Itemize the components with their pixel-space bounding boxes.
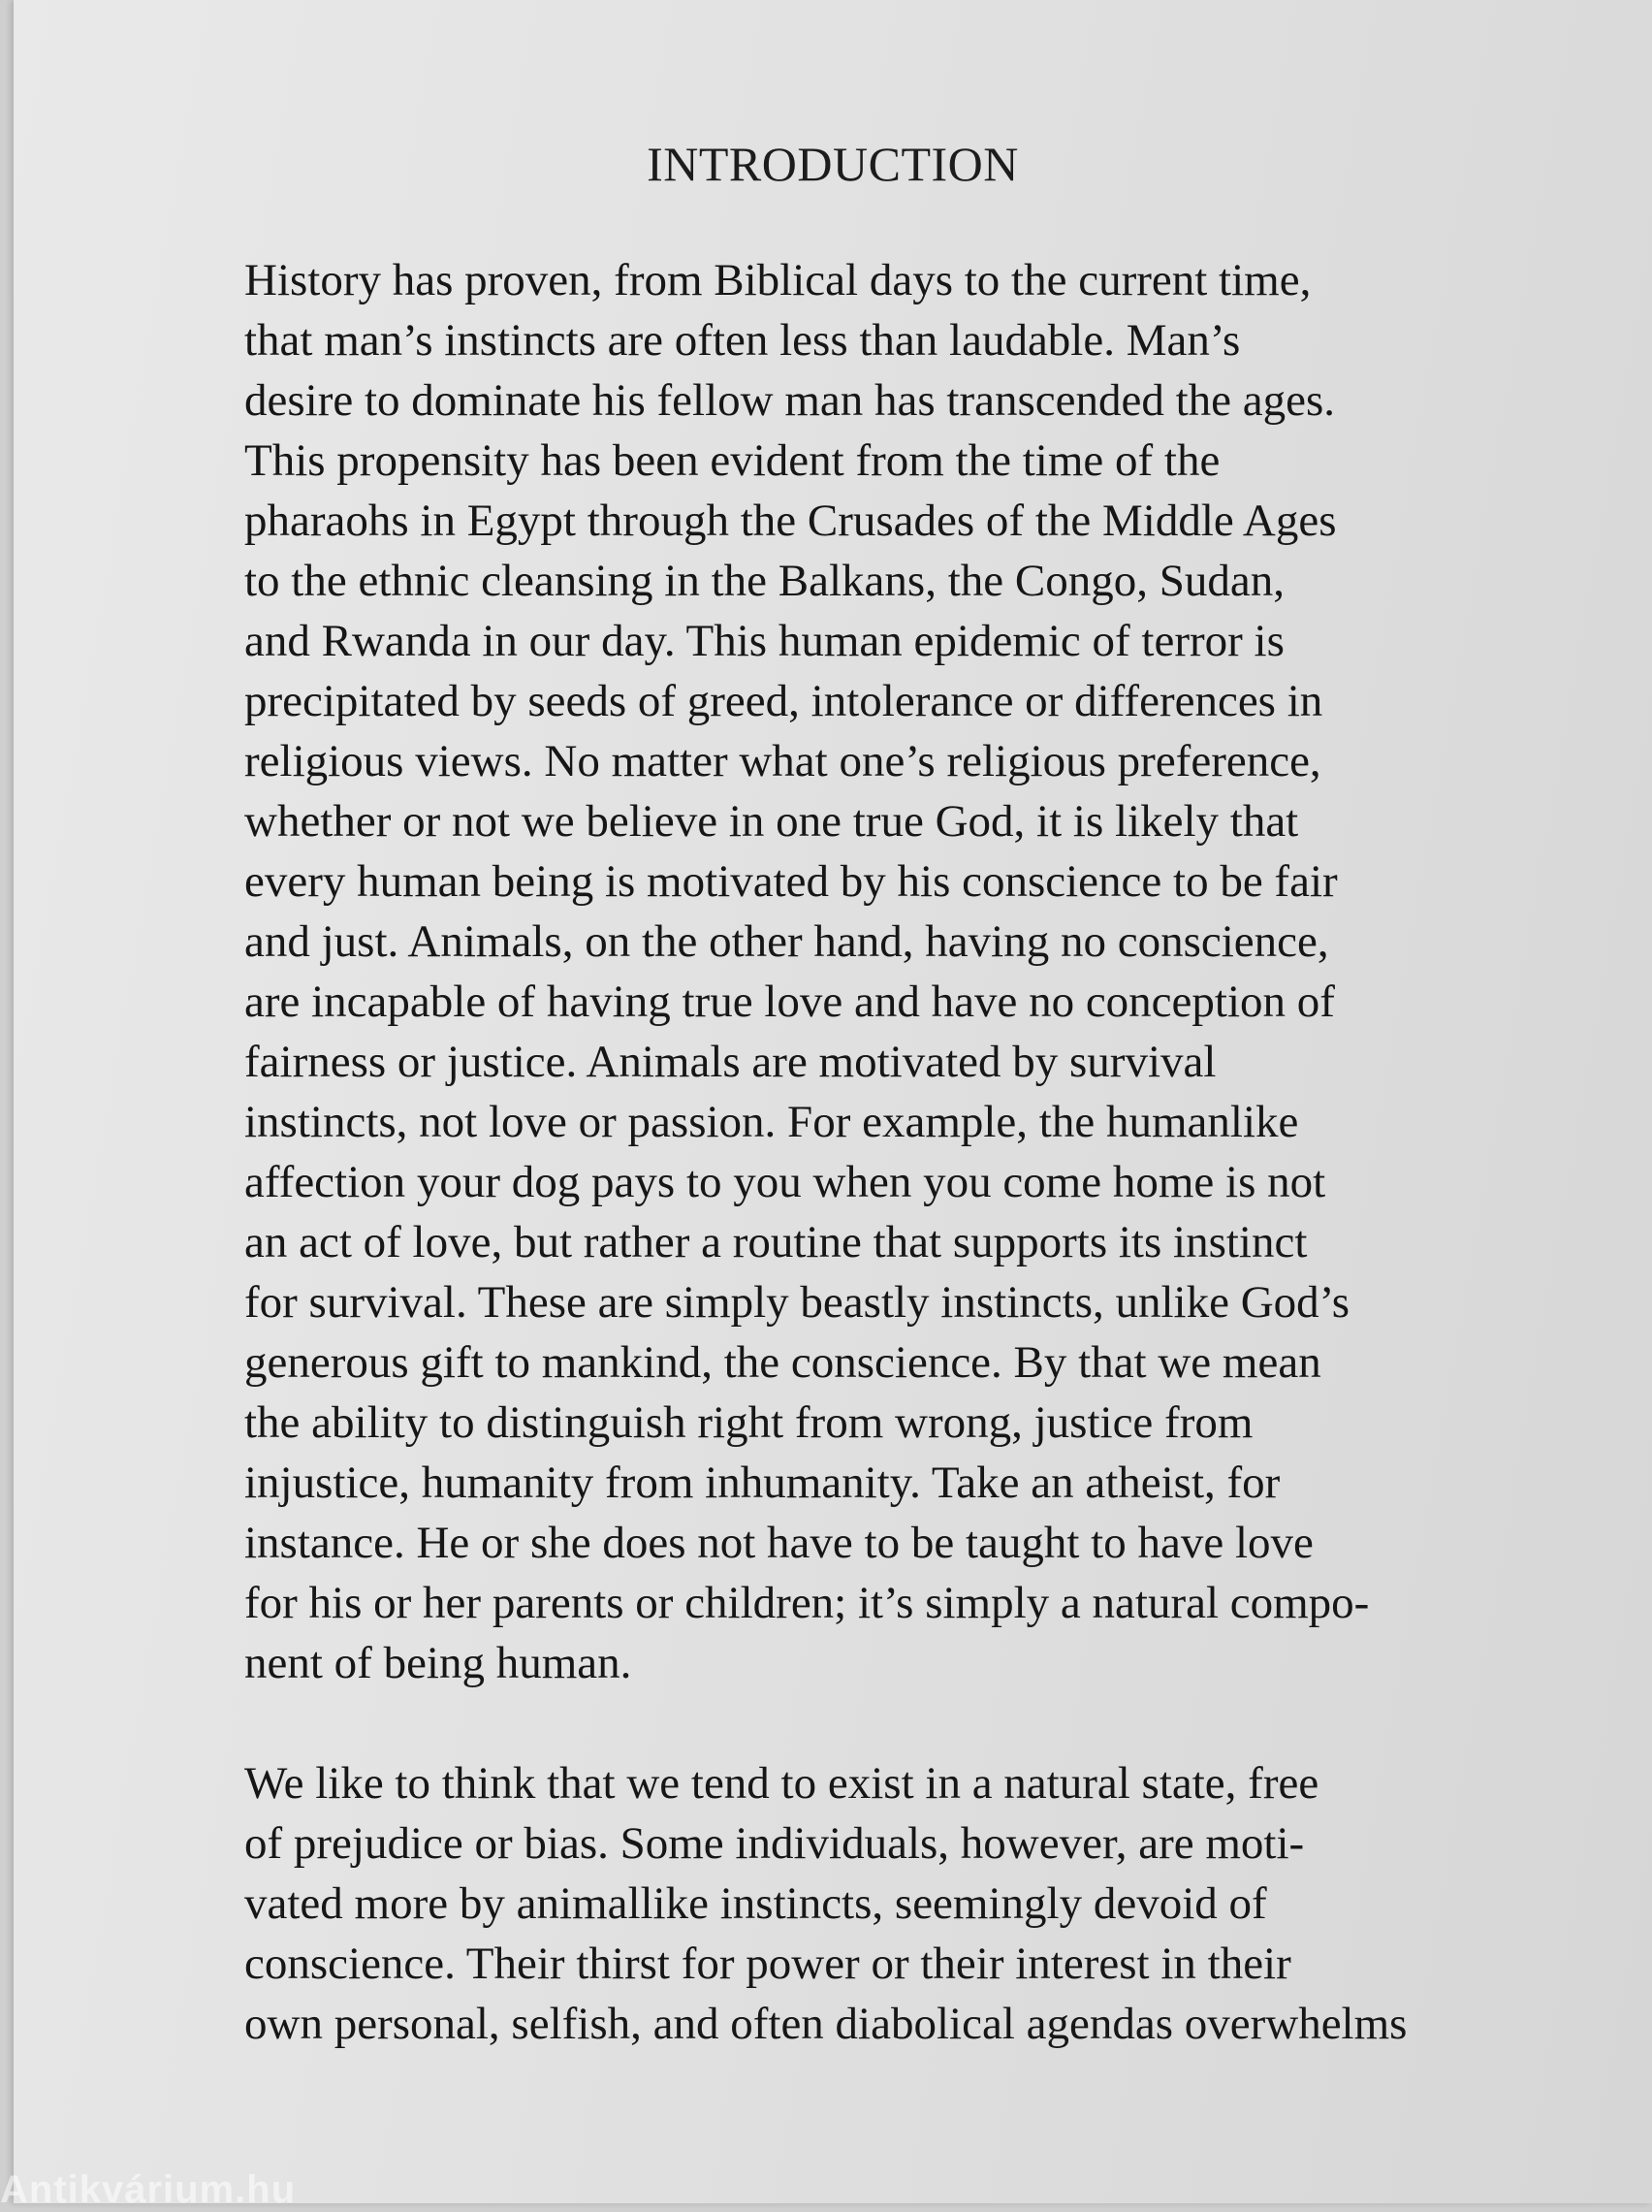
text-line: for survival. These are simply beastly instincts, unlike God’s [244, 1277, 1350, 1328]
text-line: whether or not we believe in one true God, it is likely that [244, 796, 1299, 847]
book-page [14, 0, 1652, 2203]
paragraph [244, 250, 1543, 1693]
watermark: Antikvárium.hu [0, 2168, 297, 2211]
text-line: are incapable of having true love and have no conception of [244, 977, 1335, 1027]
text-line: and Rwanda in our day. This human epidemic of terror is [244, 616, 1285, 666]
text-line: precipitated by seeds of greed, intolerance or differences in [244, 676, 1323, 726]
text-line: of prejudice or bias. Some individuals, however, are moti- [244, 1818, 1305, 1869]
paragraph-gap [244, 1693, 1543, 1753]
text-line: fairness or justice. Animals are motivated by survival [244, 1037, 1217, 1087]
text-line: vated more by animallike instincts, seemingly devoid of [244, 1878, 1267, 1929]
text-line: an act of love, but rather a routine that supports its instinct [244, 1217, 1308, 1267]
text-line: nent of being human. [244, 1638, 632, 1688]
paragraph [244, 1753, 1543, 2054]
text-line: the ability to distinguish right from wrong, justice from [244, 1397, 1254, 1448]
text-line: We like to think that we tend to exist in a natural state, free [244, 1758, 1319, 1809]
text-line: History has proven, from Biblical days to the current time, [244, 255, 1312, 305]
text-line: every human being is motivated by his conscience to be fair [244, 856, 1338, 907]
text-line: instincts, not love or passion. For example, the humanlike [244, 1097, 1299, 1147]
text-line: conscience. Their thirst for power or their interest in their [244, 1939, 1291, 1989]
body-text [244, 250, 1543, 2054]
text-line: generous gift to mankind, the conscience. By that we mean [244, 1337, 1321, 1388]
text-line: and just. Animals, on the other hand, having no conscience, [244, 916, 1329, 967]
text-line: own personal, selfish, and often diabolical agendas overwhelms [244, 1999, 1408, 2049]
text-line: religious views. No matter what one’s religious preference, [244, 736, 1321, 786]
text-line: pharaohs in Egypt through the Crusades of the Middle Ages [244, 496, 1337, 546]
text-line: injustice, humanity from inhumanity. Take an atheist, for [244, 1458, 1281, 1508]
chapter-title: INTRODUCTION [647, 137, 1019, 191]
text-line: instance. He or she does not have to be taught to have love [244, 1518, 1314, 1568]
text-line: affection your dog pays to you when you come home is not [244, 1157, 1326, 1207]
text-line: This propensity has been evident from the time of the [244, 435, 1221, 486]
text-line: to the ethnic cleansing in the Balkans, the Congo, Sudan, [244, 556, 1285, 606]
text-line: that man’s instincts are often less than laudable. Man’s [244, 315, 1241, 366]
text-line: desire to dominate his fellow man has transcended the ages. [244, 375, 1336, 426]
text-line: for his or her parents or children; it’s simply a natural compo- [244, 1578, 1370, 1628]
